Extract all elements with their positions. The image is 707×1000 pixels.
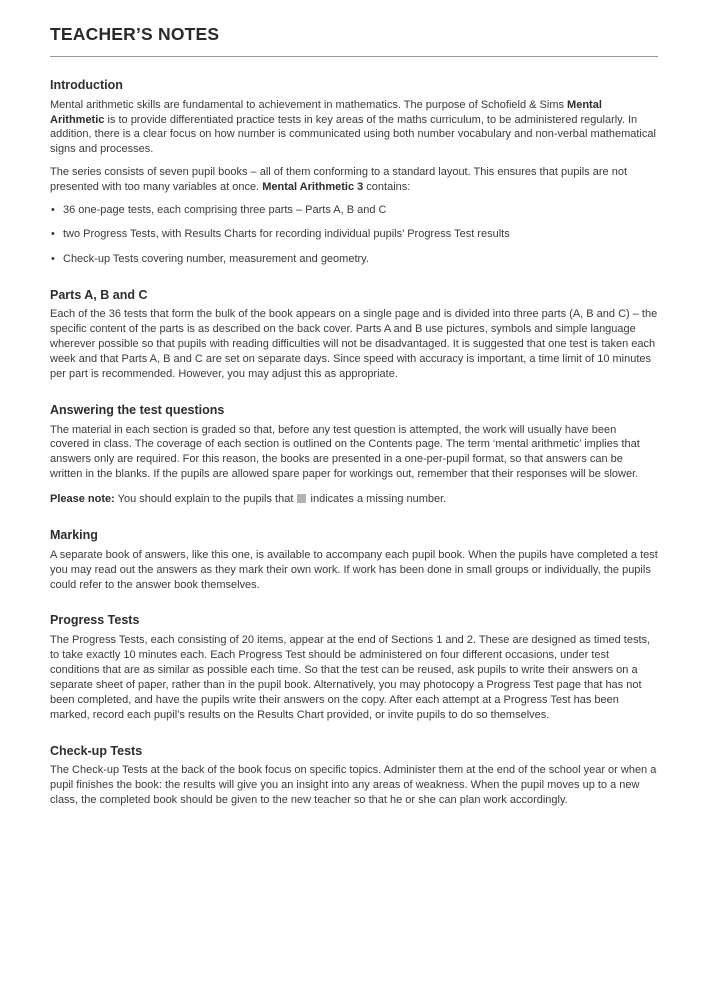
document-section	[50, 288, 658, 382]
bold-text: Mental Arithmetic	[50, 98, 602, 126]
page-title: TEACHER’S NOTES	[50, 24, 220, 44]
section-heading: Progress Tests	[50, 613, 140, 628]
paragraph: The Check-up Tests at the back of the book focus on specific topics. Administer them at the end of the school year or when a pupil finishes the book: the results will give you an insight into any areas of weakness. When the pupil moves up to a new class, the completed book should be given to the new teacher so that he or she can plan work accordingly.	[50, 764, 657, 806]
section-heading: Check-up Tests	[50, 743, 143, 758]
title-rule	[50, 56, 658, 57]
note-paragraph: Please note: You should explain to the pupils that indicates a missing number.	[50, 493, 447, 506]
bullet-list	[50, 203, 658, 267]
document-section	[50, 78, 658, 267]
paragraph: A separate book of answers, like this one, is available to accompany each pupil book. When the pupils have completed a test you may read out the answers as they mark their own work. If work has been done in small groups or individually, the pupils could refer to the answer book themselves.	[50, 548, 658, 591]
bullet-item: • Check-up Tests covering number, measurement and geometry.	[51, 252, 369, 265]
bullet-item: • two Progress Tests, with Results Charts for recording individual pupils’ Progress Test results	[51, 228, 510, 241]
bullet-icon: •	[51, 204, 55, 217]
bold-text: Please note:	[50, 493, 115, 506]
section-heading: Marking	[50, 528, 98, 543]
document-section	[50, 744, 658, 808]
missing-number-square	[297, 494, 306, 503]
paragraph: The series consists of seven pupil books – all of them conforming to a standard layout. This ensures that pupils are not presented with too many variables at once. Mental Arithmetic 3 contains:	[50, 166, 628, 194]
paragraph: The material in each section is graded so that, before any test question is attempted, the work will usually have been covered in class. The coverage of each section is outlined on the Contents page. The term ‘mental arithmetic’ implies that answers only are required. For this reason, the books are presented in a one-per-pupil format, so that answers can be written in the blanks. If the pupils are allowed spare paper for workings out, remember that their responses will be slower.	[50, 423, 640, 481]
document-section	[50, 528, 658, 592]
bold-text: Mental Arithmetic 3	[262, 181, 364, 194]
document-section	[50, 613, 658, 722]
paragraph: Each of the 36 tests that form the bulk of the book appears on a single page and is divided into three parts (A, B and C) – the specific content of the parts is as described on the back cover. Parts A and B use pictures, symbols and simple language wherever possible so that pupils with reading difficulties will not be disadvantaged. It is suggested that one test is taken each week and that Parts A, B and C are set on separate days. Since speed with accuracy is important, a time limit of 10 minutes per part is recommended. However, you may adjust this as appropriate.	[50, 308, 658, 381]
paragraph: The Progress Tests, each consisting of 20 items, appear at the end of Sections 1 and 2. These are designed as timed tests, to take exactly 10 minutes each. Each Progress Test should be administered on four different occasions, under test conditions that are as similar as possible each time. So that the test can be reused, ask pupils to write their answers on a separate sheet of paper, rather than in the pupil book. Alternatively, you may photocopy a Progress Test page that has not been completed, and have the pupils write their answers on the copy. After each attempt at a Progress Test has been marked, record each pupil’s results on the Results Chart provided, or invite pupils to do so themselves.	[50, 634, 651, 721]
bullet-icon: •	[51, 228, 55, 241]
bullet-icon: •	[51, 252, 55, 265]
paragraph: Mental arithmetic skills are fundamental to achievement in mathematics. The purpose of Schofield & Sims Mental Arithmetic is to provide differentiated practice tests in key areas of the maths curriculum, to be administered regularly. In addition, there is a clear focus on how number is communicated using both number vocabulary and non-verbal mathematical signs and processes.	[50, 98, 656, 156]
bullet-item: • 36 one-page tests, each comprising three parts – Parts A, B and C	[51, 204, 387, 217]
section-heading: Answering the test questions	[50, 402, 225, 417]
document-section	[50, 403, 658, 507]
section-heading: Parts A, B and C	[50, 287, 148, 302]
document-body	[50, 78, 658, 808]
section-heading: Introduction	[50, 78, 123, 92]
